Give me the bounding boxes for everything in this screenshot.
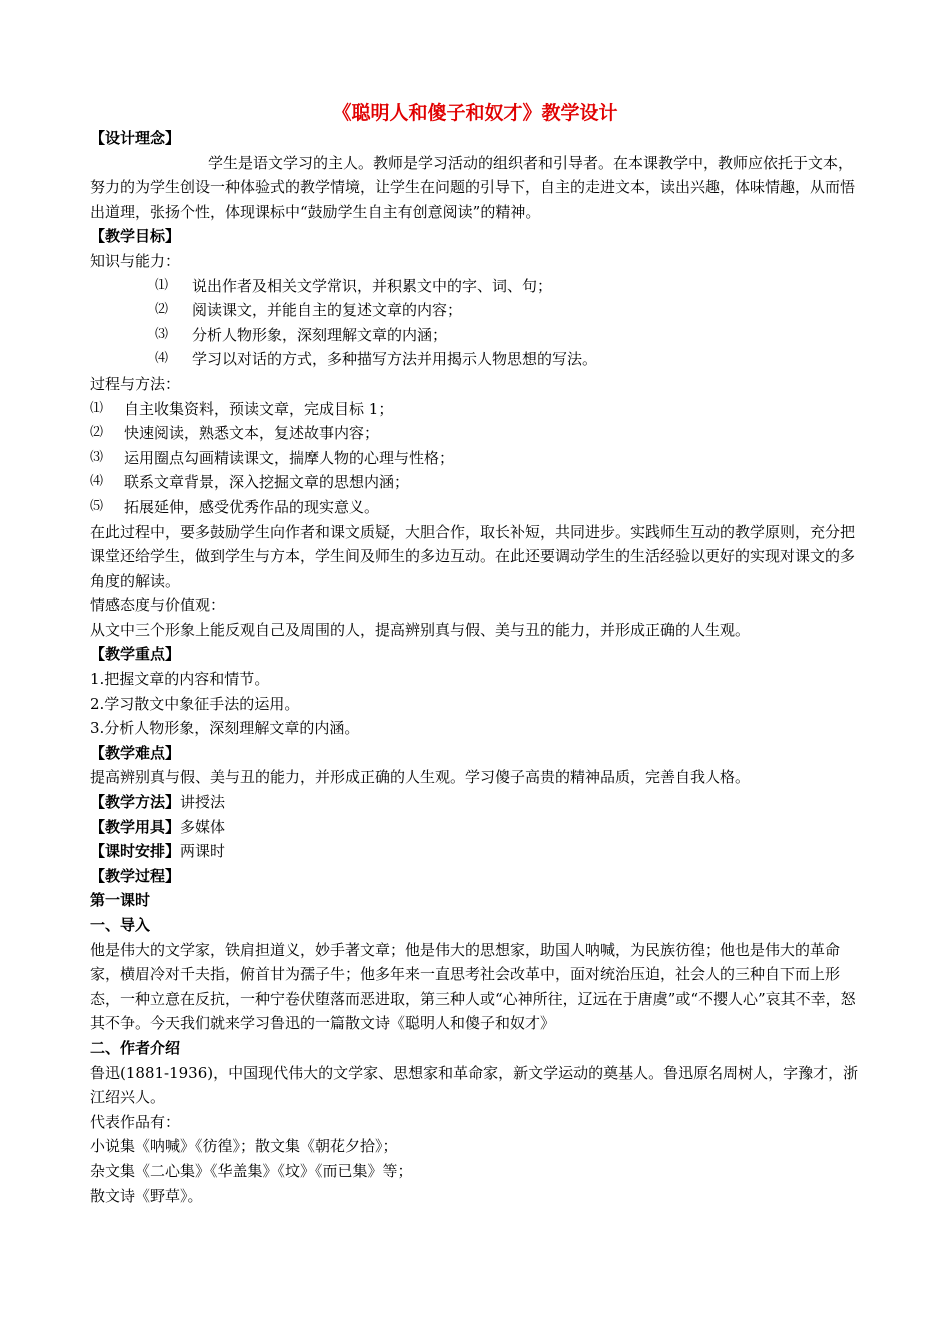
schedule-line: 【课时安排】两课时 xyxy=(90,842,226,861)
process-label: 过程与方法： xyxy=(90,374,181,393)
document-title: 《聪明人和傻子和奴才》教学设计 xyxy=(332,102,618,124)
process-item: ⑷ 联系文章背景，深入挖掘文章的思想内涵； xyxy=(90,473,410,492)
heading-design-concept: 【设计理念】 xyxy=(90,129,181,147)
knowledge-item: ⑵ 阅读课文，并能自主的复述文章的内容； xyxy=(155,301,463,320)
schedule-value: 两课时 xyxy=(180,842,226,861)
process-item: ⑸ 拓展延伸，感受优秀作品的现实意义。 xyxy=(90,497,380,516)
lesson-title: 第一课时 xyxy=(90,891,151,910)
emotion-text: 从文中三个形象上能反观自己及周围的人，提高辨别真与假、美与丑的能力，并形成正确的人生观。 xyxy=(90,620,751,639)
knowledge-item: ⑶ 分析人物形象，深刻理解文章的内涵； xyxy=(155,325,448,344)
works-label: 代表作品有： xyxy=(90,1112,181,1131)
works-item: 杂文集《二心集》《华盖集》《坟》《而已集》等； xyxy=(90,1161,413,1180)
author-text: 鲁迅(1881-1936)，中国现代伟大的文学家、思想家和革命家，新文学运动的奠基人。鲁迅原名周树人，字豫才，浙江绍兴人。 xyxy=(90,1063,859,1107)
tools-line: 【教学用具】多媒体 xyxy=(90,817,226,836)
heading-goals: 【教学目标】 xyxy=(90,227,181,246)
method-line: 【教学方法】讲授法 xyxy=(90,793,226,812)
works-item: 小说集《呐喊》《彷徨》；散文集《朝花夕拾》； xyxy=(90,1137,398,1156)
key-point-item: 2.学习散文中象征手法的运用。 xyxy=(90,694,300,713)
tools-value: 多媒体 xyxy=(180,817,226,836)
heading-key-points: 【教学重点】 xyxy=(90,645,181,664)
works-item: 散文诗《野草》。 xyxy=(90,1186,203,1205)
knowledge-item: ⑴ 说出作者及相关文学常识，并积累文中的字、词、句； xyxy=(155,276,553,295)
process-item: ⑵ 快速阅读，熟悉文本，复述故事内容； xyxy=(90,424,380,443)
intro-heading: 一、导入 xyxy=(90,916,151,934)
heading-process: 【教学过程】 xyxy=(90,866,181,885)
knowledge-item: ⑷ 学习以对话的方式，多种描写方法并用揭示人物思想的写法。 xyxy=(155,350,598,369)
emotion-label: 情感态度与价值观： xyxy=(90,596,226,615)
key-point-item: 1.把握文章的内容和情节。 xyxy=(90,670,270,689)
process-note: 在此过程中，要多鼓励学生向作者和课文质疑，大胆合作，取长补短，共同进步。实践师生互动的教学原则，充分把课堂还给学生，做到学生与方本，学生间及师生的多边互动。在此还要调动学生的生活经验以更好的实现对课文的多角度的解读。 xyxy=(90,522,856,590)
knowledge-label: 知识与能力： xyxy=(90,251,181,270)
method-value: 讲授法 xyxy=(180,793,226,812)
intro-text: 他是伟大的文学家，铁肩担道义，妙手著文章；他是伟大的思想家，助国人呐喊，为民族彷徨；他也是伟大的革命家，横眉冷对千夫指，俯首甘为孺子牛；他多年来一直思考社会改革中，面对统治压迫，社会人的三种自下而上形态，一种立意在反抗，一种宁卷伏堕落而恶进取，第三种人或“心神所往，辽远在于唐虞”或“不撄人心”哀其不幸，怒其不争。今天我们就来学习鲁迅的一篇散文诗《聪明人和傻子和奴才》 xyxy=(90,940,856,1033)
heading-difficulties: 【教学难点】 xyxy=(90,743,181,762)
key-point-item: 3.分析人物形象，深刻理解文章的内涵。 xyxy=(90,719,360,738)
process-item: ⑶ 运用圈点勾画精读课文，揣摩人物的心理与性格； xyxy=(90,448,455,467)
difficulties-text: 提高辨别真与假、美与丑的能力，并形成正确的人生观。学习傻子高贵的精神品质，完善自我人格。 xyxy=(90,768,751,787)
design-concept-text: 学生是语文学习的主人。教师是学习活动的组织者和引导者。在本课教学中，教师应依托于文本，努力的为学生创设一种体验式的教学情境，让学生在问题的引导下，自主的走进文本，读出兴趣，体味情趣，从而悟出道理，张扬个性，体现课标中“鼓励学生自主有创意阅读”的精神。 xyxy=(90,153,856,221)
process-item: ⑴ 自主收集资料，预读文章，完成目标 1； xyxy=(90,399,394,418)
author-heading: 二、作者介绍 xyxy=(90,1038,181,1057)
